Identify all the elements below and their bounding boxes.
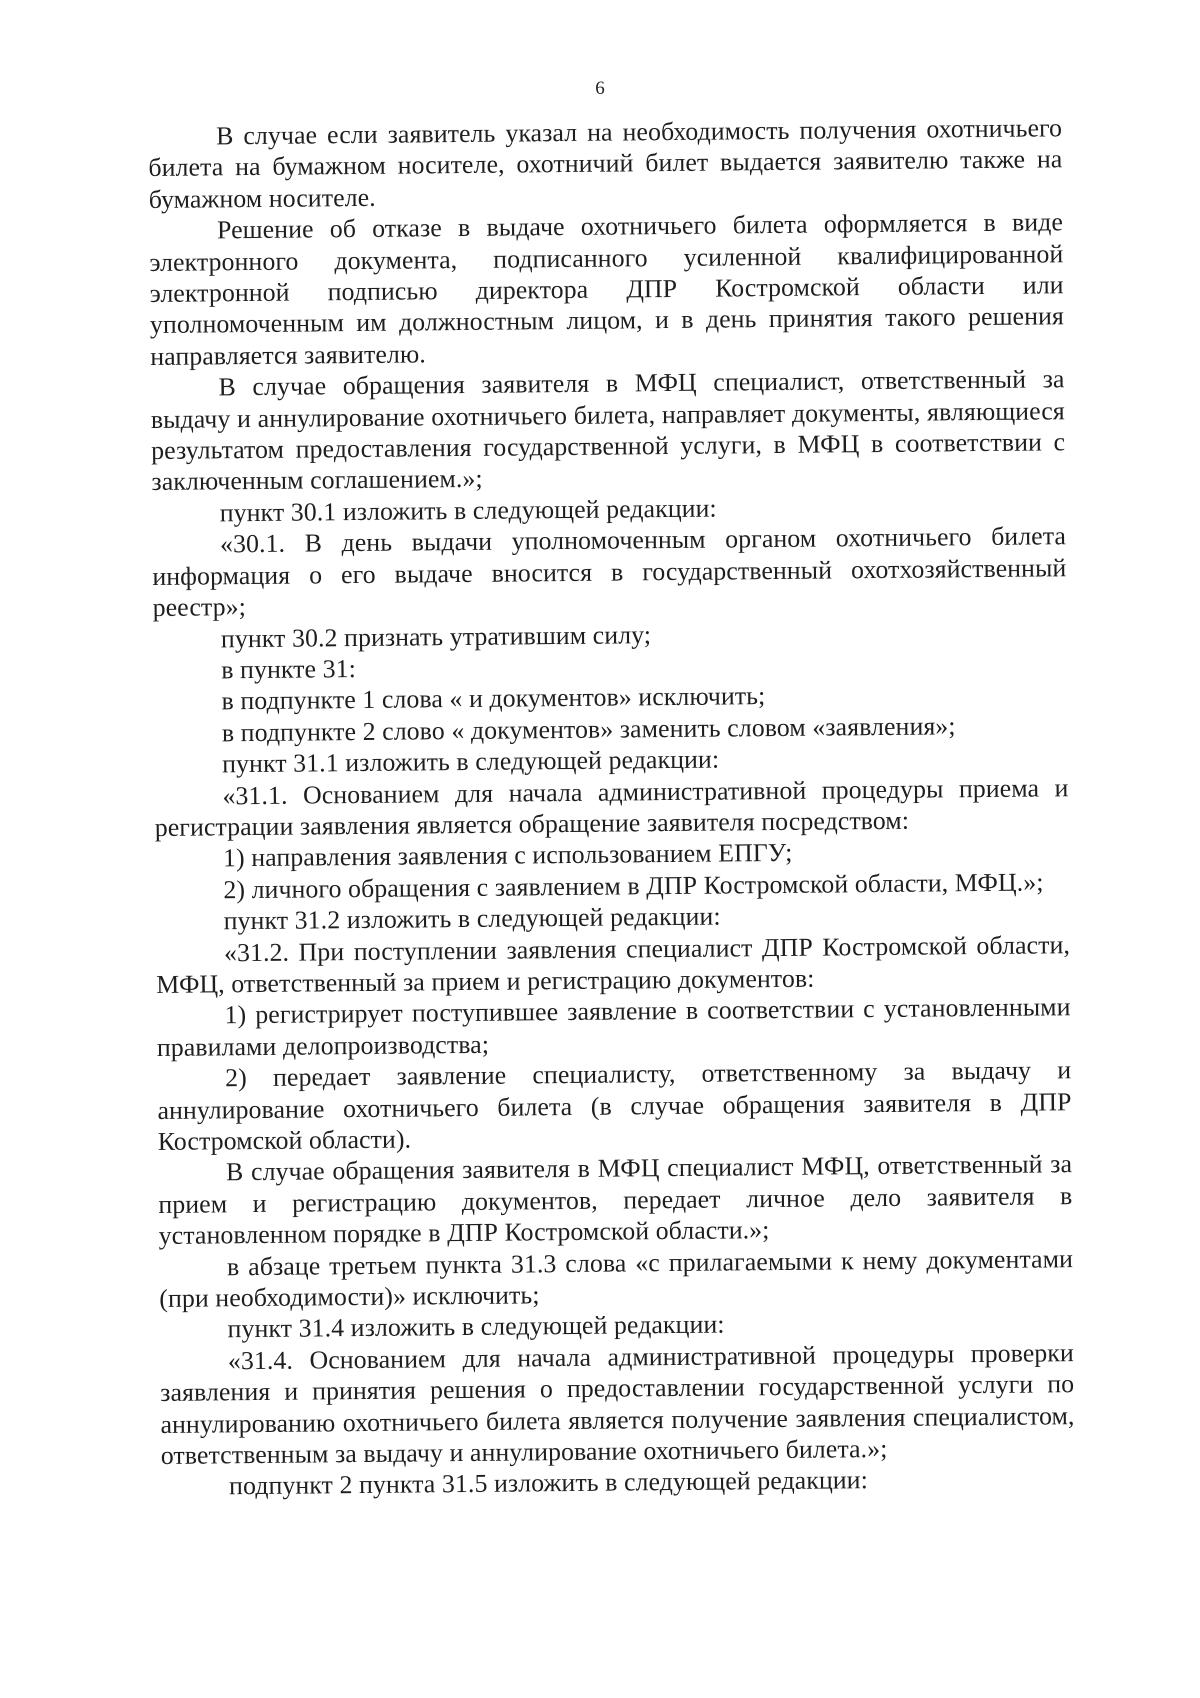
- paragraph: в подпункте 2 слово « документов» заменить словом «заявления»;: [221, 710, 956, 748]
- paragraph: 2) личного обращения с заявлением в ДПР Костромской области, МФЦ.»;: [223, 867, 1044, 905]
- paragraph: «31.4. Основанием для начала административной процедуры проверки заявления и принятия решения о предоставлении государственной услуги по аннулированию охотничьего билета является получение заявления специалистом, ответственным за выдачу и аннулирование охотничьего билета.»;: [160, 1338, 1075, 1471]
- paragraph: В случае если заявитель указал на необходимость получения охотничьего билета на бумажном носителе, охотничий билет выдается заявителю также на бумажном носителе.: [148, 113, 1063, 214]
- paragraph: 2) передает заявление специалисту, ответственному за выдачу и аннулирование охотничьего билета (в случае обращения заявителя в ДПР Костромской области).: [157, 1055, 1072, 1156]
- paragraph: 1) направления заявления с использованием ЕПГУ;: [222, 838, 793, 873]
- paragraph: «31.1. Основанием для начала административной процедуры приема и регистрации заявления является обращение заявителя посредством:: [154, 772, 1069, 842]
- paragraph: в пункте 31:: [221, 653, 357, 685]
- paragraph: в абзаце третьем пункта 31.3 слова «с прилагаемыми к нему документами (при необходимости)» исключить;: [159, 1243, 1074, 1313]
- paragraph: пункт 30.2 признать утратившим силу;: [220, 619, 652, 653]
- paragraph: пункт 31.2 изложить в следующей редакции:: [223, 901, 721, 936]
- paragraph: пункт 31.4 изложить в следующей редакции:: [227, 1309, 725, 1344]
- paragraph: 1) регистрирует поступившее заявление в соответствии с установленными правилами делопроизводства;: [156, 992, 1071, 1062]
- paragraph: подпункт 2 пункта 31.5 изложить в следующей редакции:: [228, 1465, 869, 1501]
- document-body: [148, 112, 1075, 1503]
- paragraph: В случае обращения заявителя в МФЦ специалист МФЦ, ответственный за прием и регистрацию документов, передает личное дело заявителя в установленном порядке в ДПР Костромской области.»;: [158, 1149, 1073, 1251]
- paragraph: Решение об отказе в выдаче охотничьего билета оформляется в виде электронного документа, подписанного усиленной квалифицированной электронной подписью директора ДПР Костромской области или уполномоченным им должностным лицом, и в день принятия такого решения направляется заявителю.: [149, 207, 1065, 371]
- page-number: 6: [595, 78, 605, 99]
- paragraph: в подпункте 1 слова « и документов» исключить;: [221, 681, 766, 716]
- paragraph: пункт 31.1 изложить в следующей редакции:: [222, 744, 720, 779]
- paragraph: пункт 30.1 изложить в следующей редакции:: [219, 493, 717, 528]
- paragraph: «30.1. В день выдачи уполномоченным органом охотничьего билета информация о его выдаче вносится в государственный охотхозяйственный реестр»;: [152, 521, 1067, 623]
- paragraph: В случае обращения заявителя в МФЦ специалист, ответственный за выдачу и аннулирование охотничьего билета, направляет документы, являющиеся результатом предоставления государственной услуги, в МФЦ в соответствии с заключенным соглашением.»;: [150, 364, 1066, 497]
- paragraph: «31.2. При поступлении заявления специалист ДПР Костромской области, МФЦ, ответственный за прием и регистрацию документов:: [156, 929, 1071, 999]
